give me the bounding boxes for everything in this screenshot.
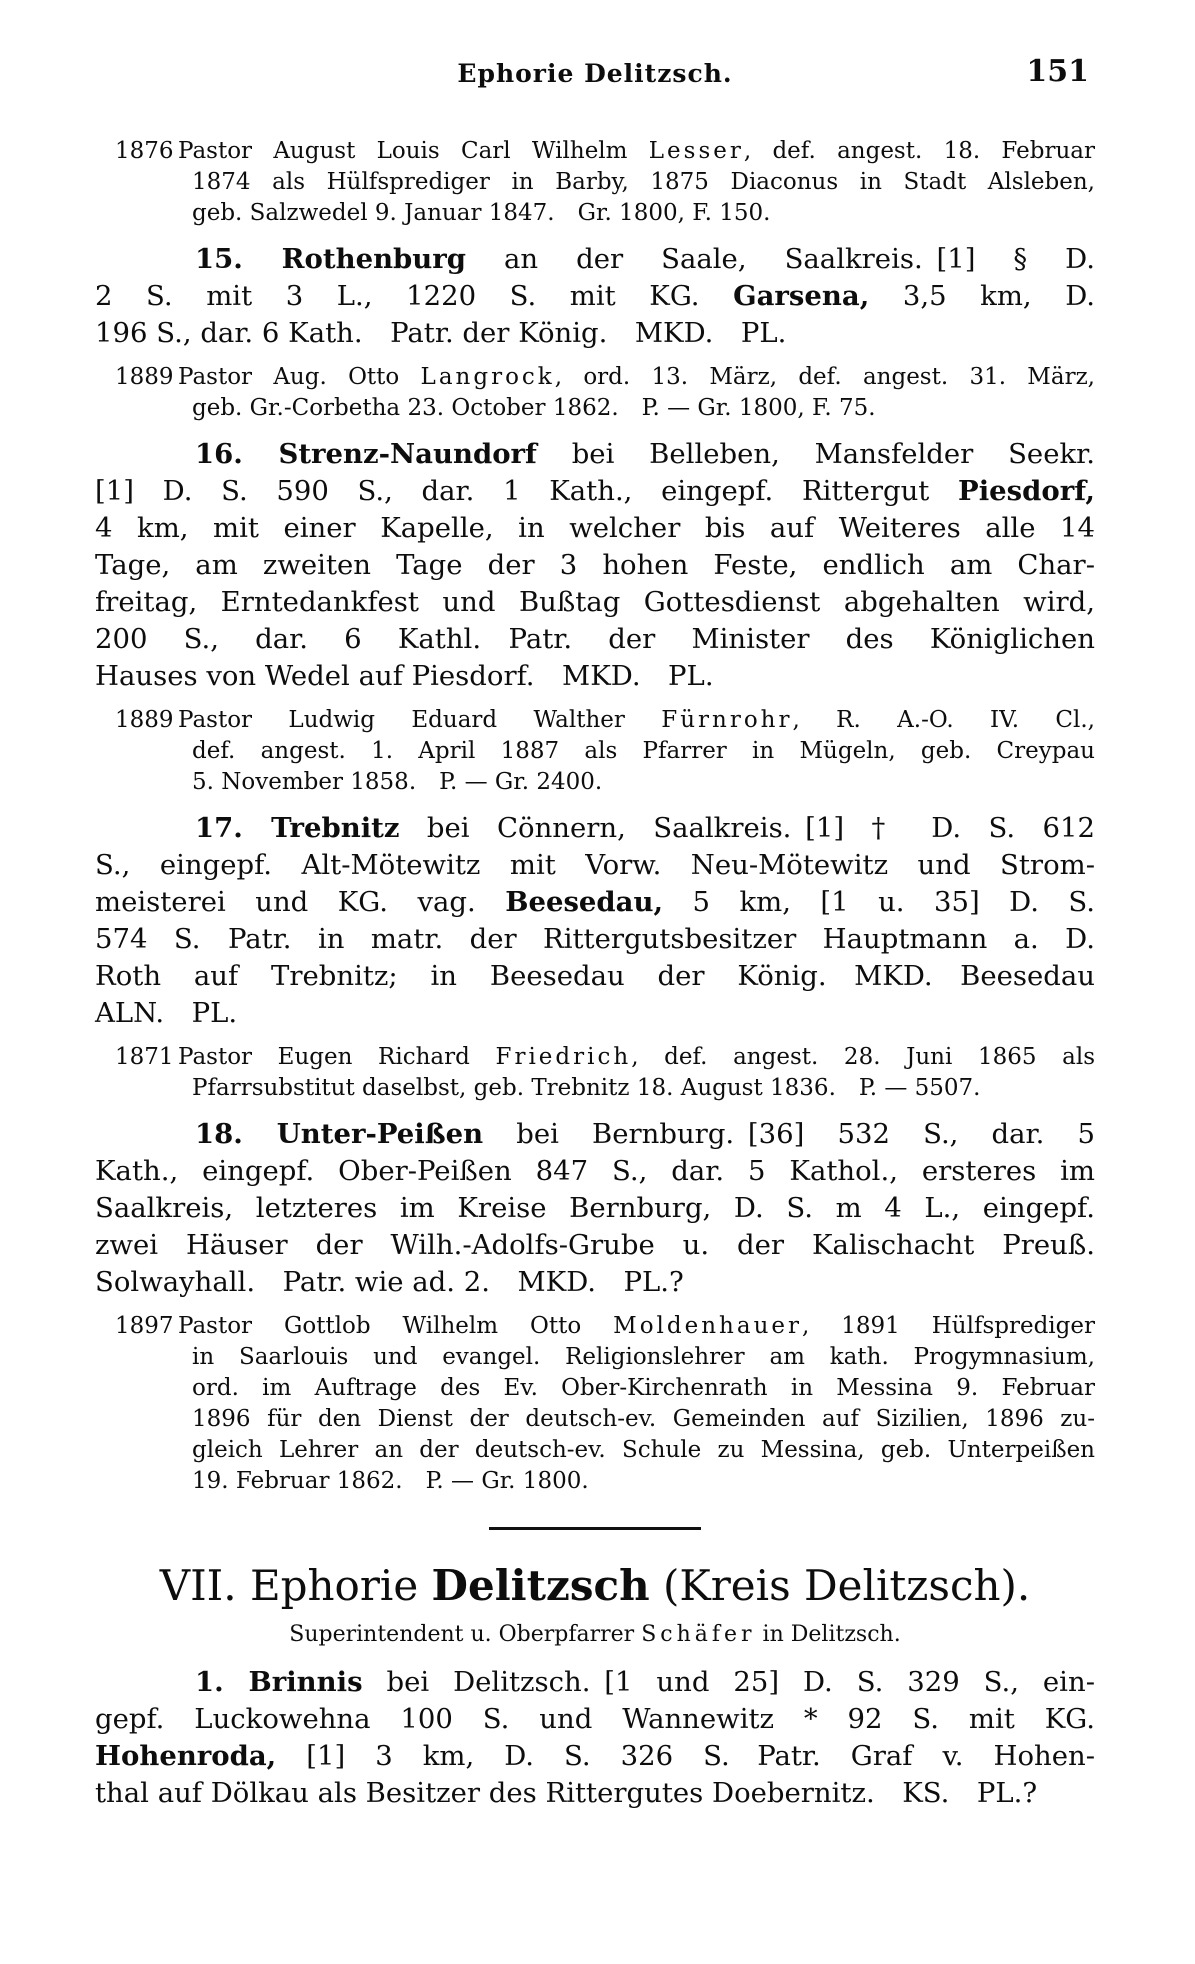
pastor-surname: Langrock bbox=[420, 364, 555, 390]
text-line: S., eingepf. Alt-Mötewitz mit Vorw. Neu-Mötewitz und Strom- bbox=[95, 849, 1095, 881]
entry-year: 1876 bbox=[115, 138, 174, 164]
text-line bbox=[95, 473, 1095, 510]
pastor-entry-1871 bbox=[95, 1042, 1095, 1104]
chapter-name: Delitzsch bbox=[431, 1561, 650, 1610]
entry-text bbox=[178, 1042, 1095, 1104]
text-line: Kath., eingepf. Ober-Peißen 847 S., dar. 5 Kathol., ersteres im bbox=[95, 1155, 1095, 1187]
text-line: ALN. PL. bbox=[95, 997, 238, 1029]
section-segment: bei Cönnern, Saalkreis. [1] † D. S. 612 bbox=[399, 812, 1095, 844]
entry-year: 1897 bbox=[115, 1313, 174, 1339]
entry-year: 1871 bbox=[115, 1044, 174, 1070]
text-line: Tage, am zweiten Tage der 3 hohen Feste, endlich am Char- bbox=[95, 549, 1095, 581]
entry-year: 1889 bbox=[115, 364, 174, 390]
section-17-trebnitz bbox=[95, 810, 1095, 1032]
text-line: 200 S., dar. 6 Kathl. Patr. der Minister des Königlichen bbox=[95, 623, 1095, 655]
text-line bbox=[178, 1042, 1095, 1073]
place-name: 1. Brinnis bbox=[195, 1666, 363, 1698]
page-number: 151 bbox=[1026, 54, 1089, 89]
section-segment: [1] 3 km, D. S. 326 S. Patr. Graf v. Hohen- bbox=[276, 1740, 1095, 1772]
text-line: ord. im Auftrage des Ev. Ober-Kirchenrath in Messina 9. Februar bbox=[192, 1375, 1095, 1401]
text-line bbox=[95, 1116, 1095, 1153]
text-line bbox=[178, 136, 1095, 167]
text-line: def. angest. 1. April 1887 als Pfarrer in Mügeln, geb. Creypau bbox=[192, 738, 1095, 764]
text-line bbox=[95, 278, 1095, 315]
text-line: 196 S., dar. 6 Kath. Patr. der König. MKD. PL. bbox=[95, 317, 787, 349]
entry-segment: , 1891 Hülfsprediger bbox=[802, 1313, 1095, 1339]
text-line: 19. Februar 1862. P. — Gr. 1800. bbox=[192, 1468, 589, 1494]
section-16-strenz-naundorf bbox=[95, 436, 1095, 695]
entry-text bbox=[178, 362, 1095, 424]
text-line bbox=[95, 884, 1095, 921]
text-line bbox=[178, 362, 1095, 393]
entry-text bbox=[178, 136, 1095, 229]
text-line bbox=[178, 1311, 1095, 1342]
running-header: Ephorie Delitzsch. bbox=[457, 59, 733, 88]
pastor-entry-1889-fuernrohr bbox=[95, 705, 1095, 798]
text-line: geb. Salzwedel 9. Januar 1847. Gr. 1800, F. 150. bbox=[192, 200, 771, 226]
pastor-entry-1897 bbox=[95, 1311, 1095, 1497]
chapter-subtitle bbox=[95, 1620, 1095, 1650]
place-name: 18. Unter-Peißen bbox=[195, 1118, 484, 1150]
entry-segment: Pastor Eugen Richard bbox=[178, 1044, 496, 1070]
section-divider bbox=[489, 1527, 701, 1530]
entry-segment: Pastor August Louis Carl Wilhelm bbox=[178, 138, 649, 164]
text-line: 5. November 1858. P. — Gr. 2400. bbox=[192, 769, 603, 795]
pastor-surname: Friedrich bbox=[495, 1044, 632, 1070]
subtitle-segment: Superintendent u. Oberpfarrer bbox=[289, 1622, 642, 1647]
text-line: 1896 für den Dienst der deutsch-ev. Gemeinden auf Sizilien, 1896 zu- bbox=[192, 1406, 1095, 1432]
text-line: in Saarlouis und evangel. Religionslehrer am kath. Progymnasium, bbox=[192, 1344, 1095, 1370]
text-line: 1874 als Hülfsprediger in Barby, 1875 Diaconus in Stadt Alsleben, bbox=[192, 169, 1095, 195]
text-line: freitag, Erntedankfest und Bußtag Gottesdienst abgehalten wird, bbox=[95, 586, 1095, 618]
text-line: 4 km, mit einer Kapelle, in welcher bis auf Weiteres alle 14 bbox=[95, 512, 1095, 544]
place-name: Piesdorf, bbox=[958, 475, 1095, 507]
entry-segment: , def. angest. 18. Februar bbox=[743, 138, 1095, 164]
place-name: 16. Strenz-Naundorf bbox=[195, 438, 537, 470]
text-line bbox=[95, 1664, 1095, 1701]
entry-segment: Pastor Gottlob Wilhelm Otto bbox=[178, 1313, 614, 1339]
pastor-entry-1876 bbox=[95, 136, 1095, 229]
place-name: 15. Rothenburg bbox=[195, 243, 466, 275]
text-line: Pfarrsubstitut daselbst, geb. Trebnitz 18. August 1836. P. — 5507. bbox=[192, 1075, 981, 1101]
text-line: Hauses von Wedel auf Piesdorf. MKD. PL. bbox=[95, 660, 714, 692]
superintendent-name: Schäfer bbox=[641, 1622, 756, 1647]
section-segment: meisterei und KG. vag. bbox=[95, 886, 506, 918]
subtitle-segment: in Delitzsch. bbox=[755, 1622, 901, 1647]
chapter-segment: (Kreis Delitzsch). bbox=[649, 1561, 1031, 1610]
text-line: zwei Häuser der Wilh.-Adolfs-Grube u. der Kalischacht Preuß. bbox=[95, 1229, 1095, 1261]
pastor-surname: Fürnrohr bbox=[661, 707, 793, 733]
chapter-segment: VII. Ephorie bbox=[159, 1561, 432, 1610]
text-line: Roth auf Trebnitz; in Beesedau der König. MKD. Beesedau bbox=[95, 960, 1095, 992]
entry-segment: , def. angest. 28. Juni 1865 als bbox=[631, 1044, 1096, 1070]
page-header bbox=[95, 54, 1095, 90]
text-line bbox=[178, 705, 1095, 736]
entry-text bbox=[178, 1311, 1095, 1497]
entry-segment: Pastor Ludwig Eduard Walther bbox=[178, 707, 662, 733]
text-line: Saalkreis, letzteres im Kreise Bernburg, D. S. m 4 L., eingepf. bbox=[95, 1192, 1095, 1224]
section-segment: bei Bernburg. [36] 532 S., dar. 5 bbox=[483, 1118, 1095, 1150]
section-segment: 2 S. mit 3 L., 1220 S. mit KG. bbox=[95, 280, 734, 312]
text-line: thal auf Dölkau als Besitzer des Rittergutes Doebernitz. KS. PL.? bbox=[95, 1777, 1038, 1809]
section-1-brinnis bbox=[95, 1664, 1095, 1812]
text-line: 574 S. Patr. in matr. der Rittergutsbesitzer Hauptmann a. D. bbox=[95, 923, 1095, 955]
section-segment: an der Saale, Saalkreis. [1] § D. bbox=[466, 243, 1095, 275]
text-line bbox=[95, 810, 1095, 847]
chapter-heading bbox=[95, 1558, 1095, 1614]
entry-segment: Pastor Aug. Otto bbox=[178, 364, 421, 390]
text-line bbox=[95, 1738, 1095, 1775]
pastor-surname: Moldenhauer bbox=[613, 1313, 802, 1339]
place-name: Hohenroda, bbox=[95, 1740, 277, 1772]
place-name: Beesedau, bbox=[505, 886, 664, 918]
section-segment: bei Delitzsch. [1 und 25] D. S. 329 S., ein- bbox=[362, 1666, 1095, 1698]
text-line: geb. Gr.-Corbetha 23. October 1862. P. — Gr. 1800, F. 75. bbox=[192, 395, 876, 421]
pastor-entry-1889-langrock bbox=[95, 362, 1095, 424]
place-name: Garsena, bbox=[733, 280, 870, 312]
section-segment: [1] D. S. 590 S., dar. 1 Kath., eingepf. Rittergut bbox=[95, 475, 959, 507]
section-15-rothenburg bbox=[95, 241, 1095, 352]
section-segment: 3,5 km, D. bbox=[869, 280, 1096, 312]
pastor-surname: Lesser bbox=[648, 138, 744, 164]
entry-segment: , R. A.-O. IV. Cl., bbox=[792, 707, 1095, 733]
entry-year: 1889 bbox=[115, 707, 174, 733]
entry-segment: , ord. 13. März, def. angest. 31. März, bbox=[554, 364, 1095, 390]
place-name: 17. Trebnitz bbox=[195, 812, 400, 844]
text-line: gleich Lehrer an der deutsch-ev. Schule zu Messina, geb. Unterpeißen bbox=[192, 1437, 1095, 1463]
text-line: gepf. Luckowehna 100 S. und Wannewitz * 92 S. mit KG. bbox=[95, 1703, 1095, 1735]
text-line bbox=[95, 241, 1095, 278]
section-segment: bei Belleben, Mansfelder Seekr. bbox=[536, 438, 1095, 470]
entry-text bbox=[178, 705, 1095, 798]
text-line: Solwayhall. Patr. wie ad. 2. MKD. PL.? bbox=[95, 1266, 684, 1298]
text-line bbox=[95, 436, 1095, 473]
section-segment: 5 km, [1 u. 35] D. S. bbox=[663, 886, 1096, 918]
section-18-unter-peissen bbox=[95, 1116, 1095, 1301]
